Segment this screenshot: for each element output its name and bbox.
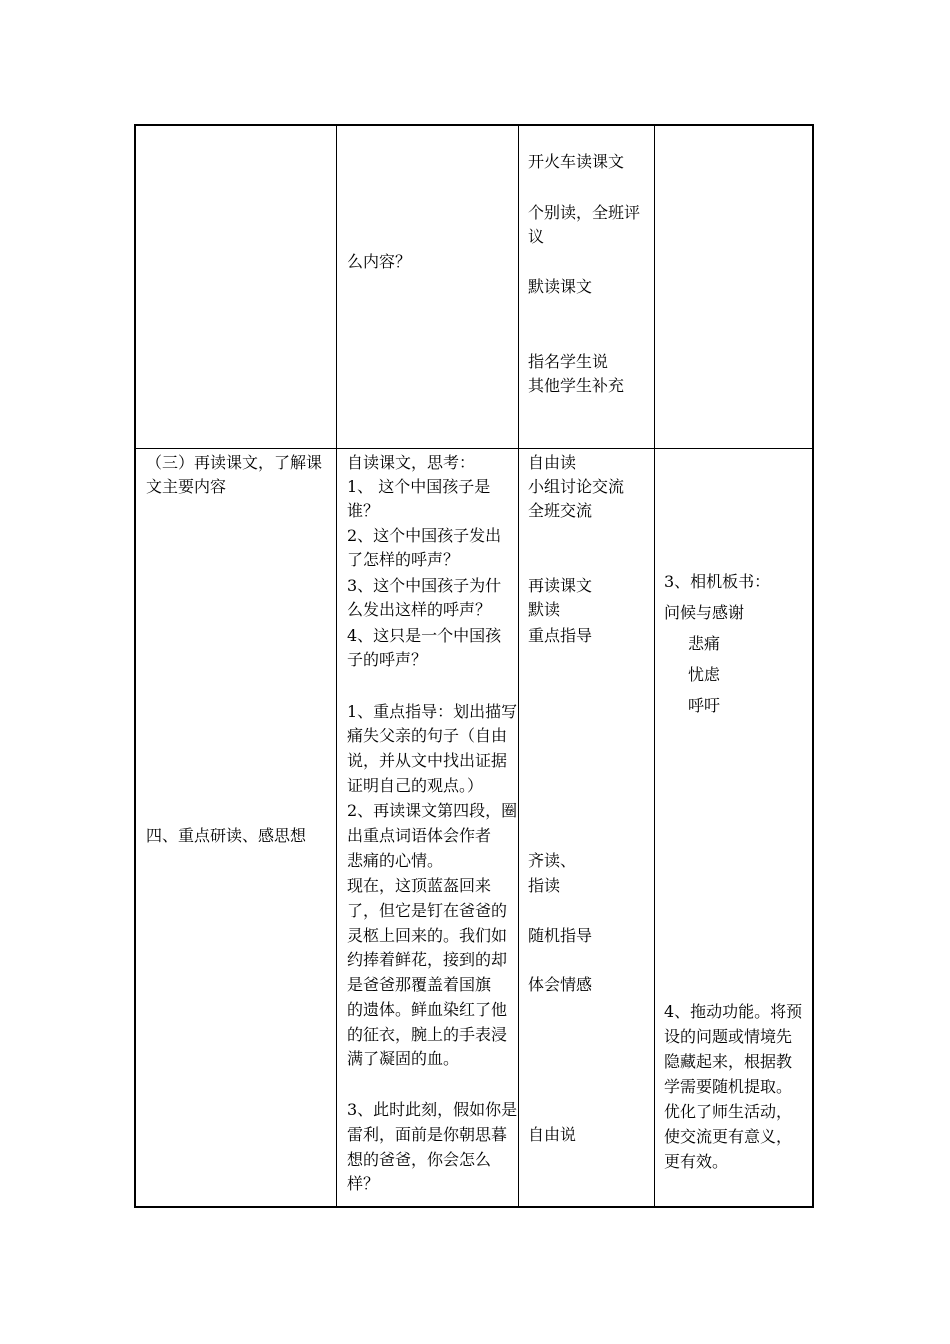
row2-col2-line: 满了凝固的血。 <box>347 1049 460 1068</box>
row2-col2-line: 1、重点指导：划出描写 <box>347 702 518 721</box>
table-col-divider-2 <box>518 124 519 1208</box>
row2-col2-line: 3、这个中国孩子为什 <box>347 576 502 595</box>
board-keyword: 悲痛 <box>688 634 721 653</box>
row2-col2-line: 自读课文，思考： <box>347 453 476 472</box>
row2-col4-line: 设的问题或情境先 <box>664 1027 793 1046</box>
row2-col4-line: 学需要随机提取。 <box>664 1077 793 1096</box>
row2-col3-line: 全班交流 <box>528 501 593 520</box>
section-heading: （三）再读课文，了解课 <box>146 453 323 472</box>
section-heading: 文主要内容 <box>146 477 227 496</box>
row2-col3-line: 随机指导 <box>528 926 593 945</box>
table-border-right <box>812 124 814 1208</box>
row2-col2-line: 证明自己的观点。） <box>347 776 484 795</box>
row2-col2-line: 子的呼声？ <box>347 650 428 669</box>
row1-col3-line: 默读课文 <box>528 277 593 296</box>
row2-col2-line: 3、此时此刻，假如你是 <box>347 1100 518 1119</box>
row2-col2-line: 悲痛的心情。 <box>347 851 444 870</box>
row2-col2-line: 出重点词语体会作者 <box>347 826 492 845</box>
row1-col3-line: 开火车读课文 <box>528 152 625 171</box>
row2-col2-line: 说，并从文中找出证据 <box>347 751 508 770</box>
row2-col2-line: 1、 这个中国孩子是 <box>347 477 491 496</box>
table-col-divider-1 <box>336 124 337 1208</box>
row2-col2-line: 雷利，面前是你朝思暮 <box>347 1125 508 1144</box>
row2-col2-line: 现在，这顶蓝盔回来 <box>347 876 492 895</box>
row2-col3-line: 体会情感 <box>528 975 593 994</box>
row1-col3-line: 个别读，全班评 <box>528 203 641 222</box>
row2-col2-line: 灵柩上回来的。我们如 <box>347 926 508 945</box>
row2-col3-line: 小组讨论交流 <box>528 477 625 496</box>
table-row-divider <box>134 448 814 449</box>
row1-col2-text: 么内容？ <box>347 252 412 271</box>
row2-col2-line: 么发出这样的呼声？ <box>347 600 492 619</box>
row2-col3-line: 重点指导 <box>528 626 593 645</box>
row2-col4-line: 更有效。 <box>664 1152 729 1171</box>
row2-col4-line: 4、拖动功能。将预 <box>664 1002 803 1021</box>
board-keyword: 呼吁 <box>688 696 721 715</box>
table-col-divider-3 <box>654 124 655 1208</box>
row2-col4-line: 使交流更有意义， <box>664 1127 793 1146</box>
row1-col3-line: 议 <box>528 227 545 246</box>
row1-col3-line: 其他学生补充 <box>528 376 625 395</box>
row2-col3-line: 自由读 <box>528 453 577 472</box>
section-heading: 四、重点研读、感思想 <box>146 826 307 845</box>
row2-col4-line: 问候与感谢 <box>664 603 745 622</box>
table-border-left <box>134 124 136 1208</box>
row2-col3-line: 齐读、 <box>528 851 577 870</box>
row2-col2-line: 2、再读课文第四段，圈 <box>347 801 518 820</box>
row2-col3-line: 再读课文 <box>528 576 593 595</box>
row2-col2-line: 的征衣，腕上的手表浸 <box>347 1025 508 1044</box>
row2-col2-line: 了怎样的呼声？ <box>347 550 460 569</box>
row2-col2-line: 想的爸爸，你会怎么 <box>347 1150 492 1169</box>
row2-col2-line: 2、这个中国孩子发出 <box>347 526 502 545</box>
row2-col2-line: 约捧着鲜花，接到的却 <box>347 950 508 969</box>
row2-col2-line: 谁？ <box>347 501 380 520</box>
table-border-top <box>134 124 814 126</box>
board-keyword: 忧虑 <box>688 665 721 684</box>
row2-col2-line: 的遗体。鲜血染红了他 <box>347 1000 508 1019</box>
row2-col2-line: 了，但它是钉在爸爸的 <box>347 901 508 920</box>
row2-col4-line: 3、相机板书： <box>664 572 771 591</box>
row2-col3-line: 默读 <box>528 600 561 619</box>
table-border-bottom <box>134 1206 814 1208</box>
row2-col4-line: 隐藏起来，根据教 <box>664 1052 793 1071</box>
row2-col2-line: 痛失父亲的句子（自由 <box>347 726 508 745</box>
row2-col3-line: 指读 <box>528 876 561 895</box>
row2-col4-line: 优化了师生活动， <box>664 1102 793 1121</box>
row2-col2-line: 样？ <box>347 1174 380 1193</box>
row2-col2-line: 4、这只是一个中国孩 <box>347 626 502 645</box>
row1-col3-line: 指名学生说 <box>528 352 609 371</box>
row2-col3-line: 自由说 <box>528 1125 577 1144</box>
row2-col2-line: 是爸爸那覆盖着国旗 <box>347 975 492 994</box>
